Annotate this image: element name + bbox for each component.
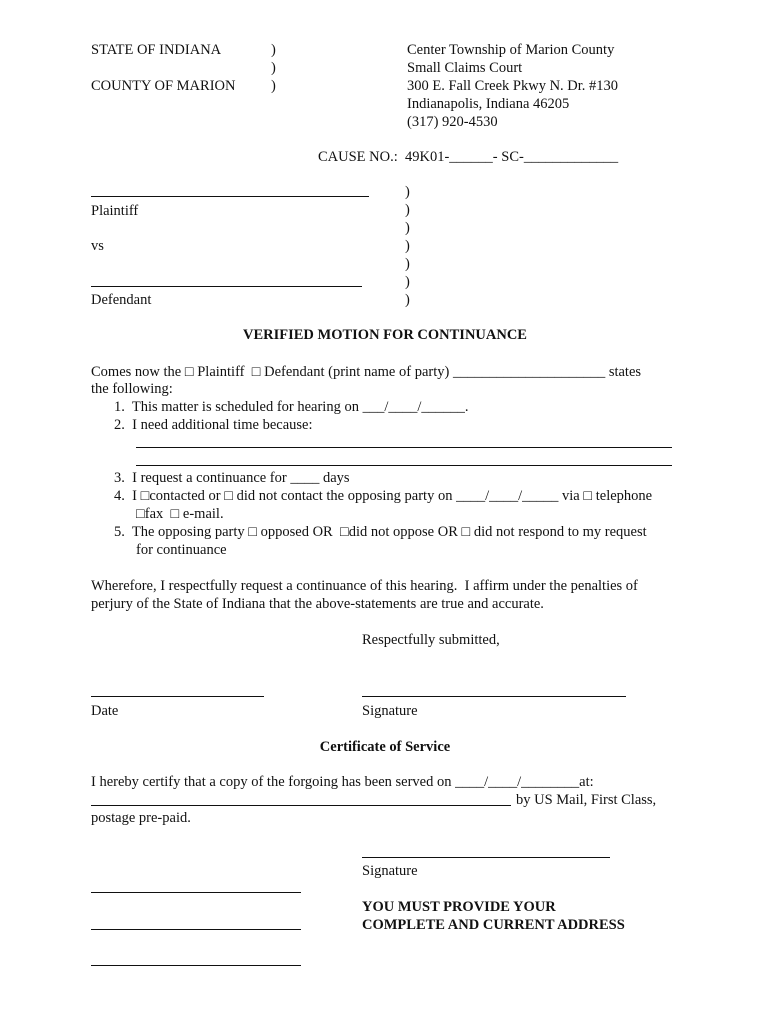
state-label: STATE OF INDIANA — [91, 42, 222, 58]
court-name-line: Center Township of Marion County — [407, 42, 615, 58]
intro-line: the following: — [91, 381, 173, 397]
caption-paren: ) — [405, 202, 410, 218]
signature-field[interactable] — [362, 696, 626, 697]
reason-line-1[interactable] — [136, 447, 672, 448]
intro-line: Comes now the □ Plaintiff □ Defendant (print name of party) _____________________ states — [91, 364, 642, 380]
certificate-line: by US Mail, First Class, — [516, 792, 657, 808]
wherefore-line: perjury of the State of Indiana that the above-statements are true and accurate. — [91, 596, 544, 612]
signature-label: Signature — [362, 703, 418, 719]
certificate-signature-label: Signature — [362, 863, 418, 879]
defendant-label: Defendant — [91, 292, 152, 308]
list-item-contact-cont: □fax □ e-mail. — [136, 506, 224, 522]
plaintiff-name-field[interactable] — [91, 196, 369, 197]
list-item-opposing-cont: for continuance — [136, 542, 227, 558]
list-item-contact: 4. I □contacted or □ did not contact the opposing party on ____/____/_____ via □ telephone — [114, 488, 653, 504]
caption-paren: ) — [405, 184, 410, 200]
respectfully-submitted: Respectfully submitted, — [362, 632, 500, 648]
caption-paren: ) — [271, 78, 276, 94]
county-label: COUNTY OF MARION — [91, 78, 236, 94]
caption-paren: ) — [271, 42, 276, 58]
address-line-1[interactable] — [91, 892, 301, 893]
certificate-line: postage pre-paid. — [91, 810, 191, 826]
caption-paren: ) — [405, 238, 410, 254]
address-notice: YOU MUST PROVIDE YOUR — [362, 899, 556, 915]
date-field[interactable] — [91, 696, 264, 697]
court-city-line: Indianapolis, Indiana 46205 — [407, 96, 570, 112]
address-notice: COMPLETE AND CURRENT ADDRESS — [362, 917, 625, 933]
court-address-line: 300 E. Fall Creek Pkwy N. Dr. #130 — [407, 78, 619, 94]
caption-paren: ) — [271, 60, 276, 76]
court-phone-line: (317) 920-4530 — [407, 114, 498, 130]
address-line-2[interactable] — [91, 929, 301, 930]
caption-paren: ) — [405, 220, 410, 236]
certificate-line: I hereby certify that a copy of the forgoing has been served on ____/____/________at: — [91, 774, 594, 790]
cause-number: CAUSE NO.: 49K01-______- SC-_____________ — [318, 149, 619, 165]
court-name-line: Small Claims Court — [407, 60, 523, 76]
list-item-hearing-date: 1. This matter is scheduled for hearing on ___/____/______. — [114, 399, 469, 415]
list-item-opposing: 5. The opposing party □ opposed OR □did not oppose OR □ did not respond to my request — [114, 524, 647, 540]
date-label: Date — [91, 703, 119, 719]
wherefore-line: Wherefore, I respectfully request a continuance of this hearing. I affirm under the penalties of — [91, 578, 638, 594]
plaintiff-label: Plaintiff — [91, 203, 139, 219]
certificate-heading: Certificate of Service — [319, 739, 451, 755]
list-item-reason: 2. I need additional time because: — [114, 417, 313, 433]
defendant-name-field[interactable] — [91, 286, 362, 287]
caption-paren: ) — [405, 274, 410, 290]
address-line-3[interactable] — [91, 965, 301, 966]
list-item-days: 3. I request a continuance for ____ days — [114, 470, 350, 486]
caption-paren: ) — [405, 256, 410, 272]
vs-label: vs — [91, 238, 104, 254]
document-title: VERIFIED MOTION FOR CONTINUANCE — [243, 327, 527, 343]
reason-line-2[interactable] — [136, 465, 672, 466]
caption-paren: ) — [405, 292, 410, 308]
certificate-signature-field[interactable] — [362, 857, 610, 858]
service-address-field[interactable] — [91, 805, 511, 806]
